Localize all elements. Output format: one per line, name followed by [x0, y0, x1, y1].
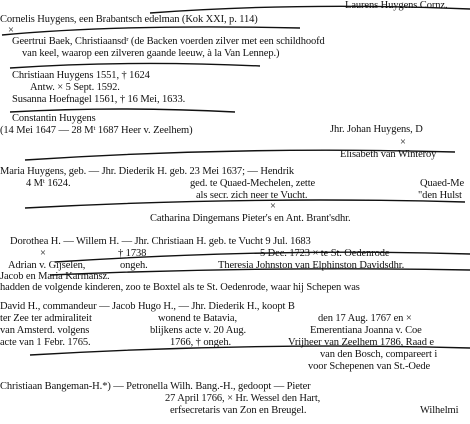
text-constantin-dates: (14 Mei 1647 — 28 Mᵗ 1687 Heer v. Zeelhem): [0, 125, 193, 136]
text-christiaan-marriage: 5 Dec. 1723 × te St. Oedenrode: [260, 248, 390, 259]
text-david-zee: ter Zee ter admiraliteit: [0, 313, 92, 324]
text-david-acte: acte van 1 Febr. 1765.: [0, 337, 91, 348]
text-geertrui: Geertrui Baek, Christiaansdʳ (de Backen voerden zilver met een schildhoofd: [12, 36, 325, 47]
text-wilhelmi: Wilhelmi: [420, 405, 459, 416]
text-david-amsterd: van Amsterd. volgens: [0, 325, 90, 336]
text-david-row: David H., commandeur — Jacob Hugo H., — Jhr. Diederik H., koopt B: [0, 301, 295, 312]
text-geertrui-cont: van keel, waarop een zilveren gaande leeuw, à la Van Lennep.): [22, 48, 280, 59]
text-christiaan: Christiaan Huygens 1551, † 1624: [12, 70, 150, 81]
text-constantin: Constantin Huygens: [12, 113, 96, 124]
text-antw: Antw. × 5 Sept. 1592.: [30, 82, 120, 93]
text-maria-date: 4 Mᵗ 1624.: [26, 178, 71, 189]
text-kinderen: hadden de volgende kinderen, zoo te Boxtel als te St. Oedenrode, waar hij Schepen was: [0, 282, 360, 293]
text-jacob-batavia: wonend te Batavia,: [158, 313, 237, 324]
text-diederik-ged: ged. te Quaed-Mechelen, zette: [190, 178, 316, 189]
text-johan: Jhr. Johan Huygens, D: [330, 124, 423, 135]
brace-cornelis: [2, 27, 300, 35]
brace-christiaan: [10, 63, 260, 68]
text-elisabeth: Elisabeth van Winteroy: [340, 149, 437, 160]
text-jacob-maria: Jacob en Maria Karmansz.: [0, 271, 110, 282]
text-dorothea-row: Dorothea H. — Willem H. — Jhr. Christiaan H. geb. te Vucht 9 Jul. 1683: [10, 236, 311, 247]
text-van-den-bosch: van den Bosch, compareert i: [320, 349, 438, 360]
text-maria-row: Maria Huygens, geb. — Jhr. Diederik H. geb. 23 Mei 1637; — Hendrik: [0, 166, 295, 177]
text-quaed-me: Quaed-Me: [420, 178, 465, 189]
text-den-hulst: "den Hulst: [418, 190, 462, 201]
text-susanna: Susanna Hoefnagel 1561, † 16 Mei, 1633.: [12, 94, 186, 105]
text-willem-ongeh: ongeh.: [120, 260, 148, 271]
text-diederik-secr: als secr. zich neer te Vucht.: [196, 190, 308, 201]
marriage-symbol: ×: [8, 25, 14, 36]
marriage-symbol-dorothea: ×: [40, 248, 46, 259]
text-laurens: Laurens Huygens Cornz.: [345, 0, 448, 11]
text-cornelis: Cornelis Huygens, een Brabantsch edelman (Kok XXI, p. 114): [0, 14, 258, 25]
text-adrian: Adrian v. Gijselen,: [8, 260, 86, 271]
text-erfsecretaris: erfsecretaris van Zon en Breugel.: [170, 405, 307, 416]
text-diederik-aug: den 17 Aug. 1767 en ×: [318, 313, 412, 324]
text-emerentiana: Emerentiana Joanna v. Coe: [310, 325, 422, 336]
text-schepenen: voor Schepenen van St.-Oede: [308, 361, 431, 372]
marriage-symbol-diederik: ×: [270, 201, 276, 212]
text-petronella-date: 27 April 1766, × Hr. Wessel den Hart,: [165, 393, 321, 404]
text-theresia: Theresia Johnston van Elphinston Davidsdhr.: [218, 260, 405, 271]
text-willem-death: † 1738: [118, 248, 147, 259]
text-catharina: Catharina Dingemans Pieter's en Ant. Brant'sdhr.: [150, 213, 351, 224]
marriage-symbol-johan: ×: [400, 137, 406, 148]
text-jacob-ongeh: 1766, † ongeh.: [170, 337, 232, 348]
text-christiaan-bangeman-row: Christiaan Bangeman-H.*) — Petronella Wilh. Bang.-H., gedoopt — Pieter: [0, 381, 311, 392]
text-jacob-acte: blijkens acte v. 20 Aug.: [150, 325, 247, 336]
text-vrijheer: Vrijheer van Zeelhem 1786, Raad e: [288, 337, 434, 348]
brace-constantin: [10, 109, 235, 112]
